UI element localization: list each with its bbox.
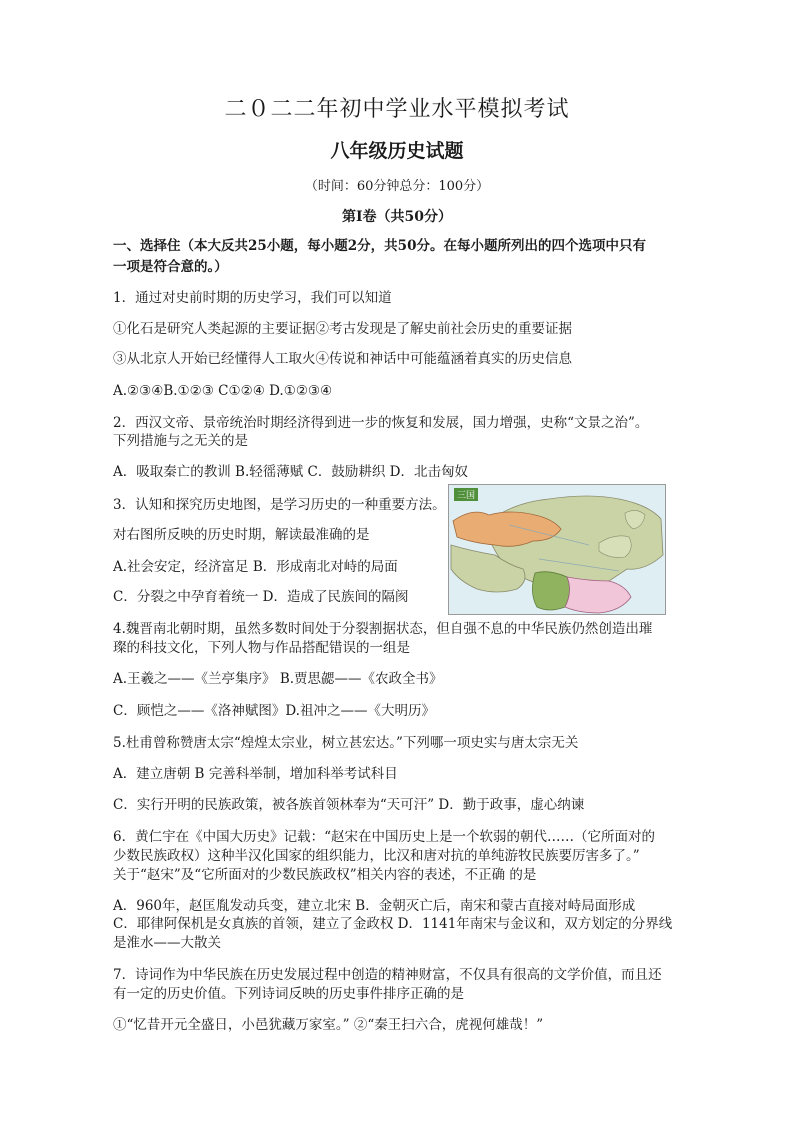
q4-stem-line2: 璨的科技文化，下列人物与作品搭配错误的一组是 [113,640,410,656]
q7-stem-line2: 有一定的历史价值。下列诗词反映的历史事件排序正确的是 [113,986,464,1002]
q2-stem-line2: 下列措施与之无关的是 [113,433,248,449]
q3-options-ab: A.社会安定，经济富足 B．形成南北对峙的局面 [113,559,398,575]
q3-stem-line1: 3．认知和探究历史地图，是学习历史的一种重要方法。 [113,497,446,513]
q3-stem-line2: 对右图所反映的历史时期，解读最准确的是 [113,527,370,543]
q1-stem: 1．通过对史前时期的历史学习，我们可以知道 [113,290,392,306]
three-kingdoms-map [448,484,666,615]
map-graphic [449,485,665,614]
q4-stem-line1: 4.魏晋南北朝时期，虽然多数时间处于分裂割据状态，但自强不息的中华民族仍然创造出璀 [113,621,653,637]
q5-stem: 5.杜甫曾称赞唐太宗“煌煌太宗业，树立甚宏达。”下列哪一项史实与唐太宗无关 [113,735,579,751]
q5-options-ab: A．建立唐朝 B 完善科举制，增加科举考试科目 [113,766,398,782]
map-label: 三国 [454,488,478,501]
q1-statement-a: ①化石是研究人类起源的主要证据②考古发现是了解史前社会历史的重要证据 [113,321,572,337]
q6-options-d-cont: 是淮水——大散关 [113,935,221,951]
q6-stem-line3: 关于“赵宋”及“它所面对的少数民族政权”相关内容的表述，不正确 的是 [113,867,537,883]
q2-stem-line1: 2．西汉文帝、景帝统治时期经济得到进一步的恢复和发展，国力增强，史称“文景之治”。 [113,415,649,431]
exam-title: 二０二二年初中学业水平模拟考试 [224,97,570,122]
q1-options: A.②③④B.①②③ C①②④ D.①②③④ [113,383,333,399]
q2-options: A．吸取秦亡的教训 B.轻徭薄赋 C．鼓励耕织 D．北击匈奴 [113,464,468,480]
q6-stem-line1: 6．黄仁宇在《中国大历史》记载：“赵宋在中国历史上是一个软弱的朝代……（它所面对的 [113,829,655,845]
q7-poems: ①“忆昔开元全盛日，小邑犹藏万家室。” ②“秦王扫六合，虎视何雄哉！” [113,1017,544,1033]
time-info: （时间：60分钟总分：100分） [304,179,490,194]
q6-options-ab: A．960年，赵匡胤发动兵变，建立北宋 B．金朝灭亡后，南宋和蒙古直接对峙局面形成 [113,898,636,914]
q5-options-cd: C．实行开明的民族政策，被各族首领林奉为“天可汗” D．勤于政事，虚心纳谏 [113,797,585,813]
q1-statement-b: ③从北京人开始已经懂得人工取火④传说和神话中可能蕴涵着真实的历史信息 [113,351,572,367]
q3-options-cd: C．分裂之中孕育着统一 D．造成了民族间的隔阂 [113,589,409,605]
q4-options-cd: C．顾恺之——《洛神赋图》D.祖冲之——《大明历》 [113,703,435,719]
section-instructions-line2: 一项是符合意的。） [113,259,228,275]
exam-subtitle: 八年级历史试题 [330,140,464,162]
q6-stem-line2: 少数民族政权）这种半汉化国家的组织能力，比汉和唐对抗的单纯游牧民族要厉害多了。” [113,848,640,864]
q7-stem-line1: 7．诗词作为中华民族在历史发展过程中创造的精神财富，不仅具有很高的文学价值，而且还 [113,967,662,983]
q4-options-ab: A.王羲之——《兰亭集序》 B.贾思勰——《农政全书》 [113,671,443,687]
section-instructions-line1: 一、选择住（本大反共25小题，每小题2分，共50分。在每小题所列出的四个选项中只有 [113,238,646,254]
part-heading: 第Ⅰ卷（共50分） [341,209,453,225]
q6-options-cd: C．耶律阿保机是女真族的首领，建立了金政权 D．1141年南宋与金议和，双方划定的分界线 [113,916,673,932]
